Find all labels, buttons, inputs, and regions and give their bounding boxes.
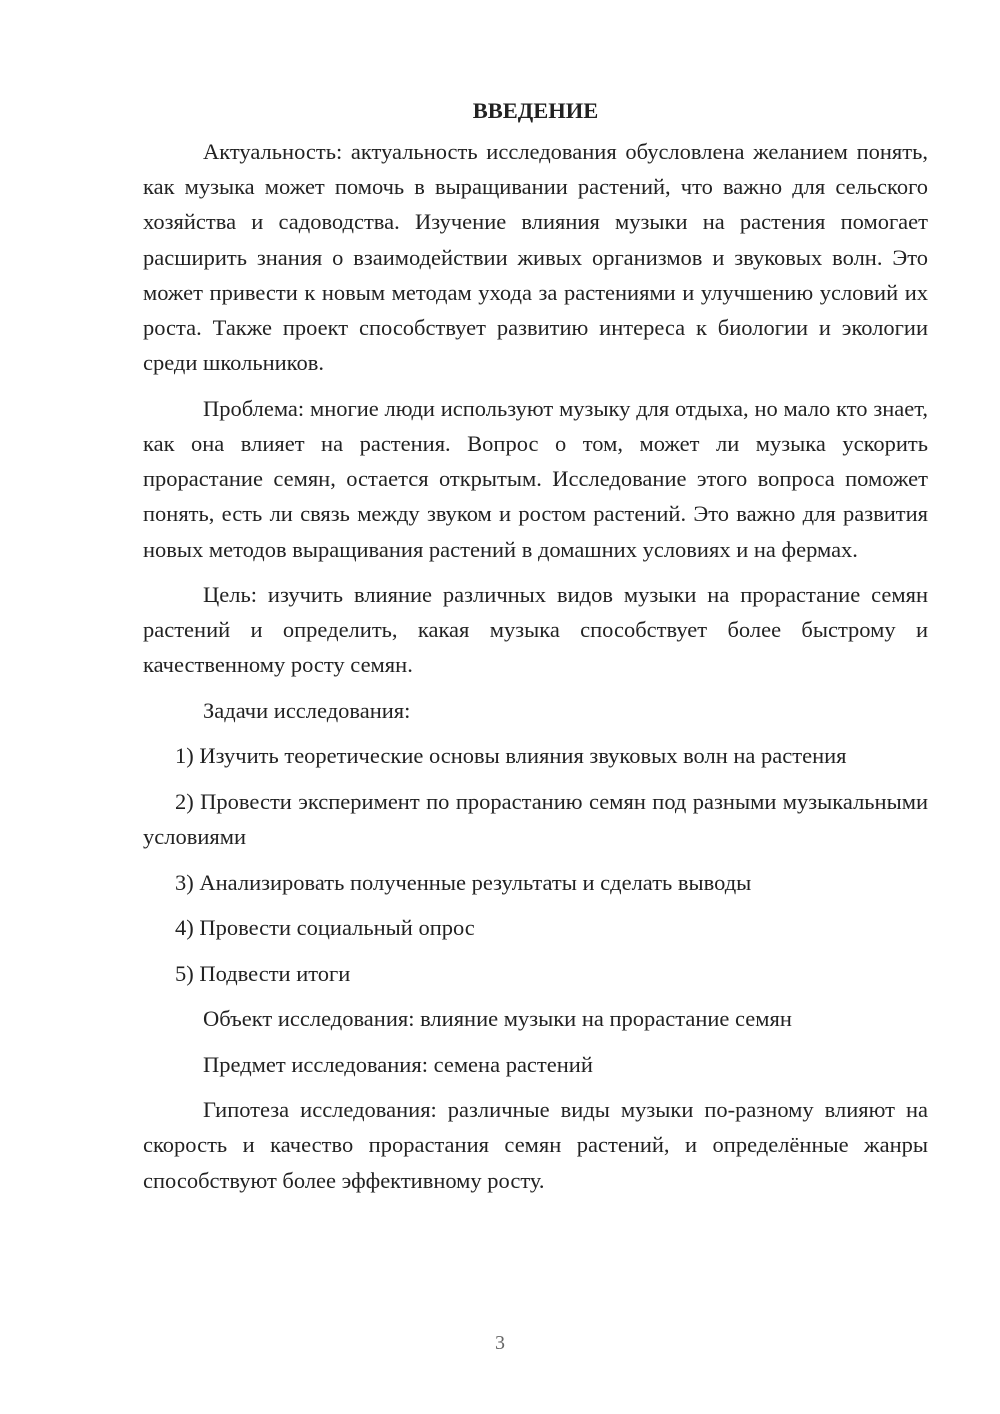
- object-paragraph: Объект исследования: влияние музыки на прорастание семян: [203, 1006, 792, 1032]
- subject-paragraph: Предмет исследования: семена растений: [203, 1051, 593, 1077]
- page-title: ВВЕДЕНИЕ: [472, 98, 599, 123]
- tasks-title: Задачи исследования:: [203, 697, 411, 723]
- task-item-1: 1) Изучить теоретические основы влияния звуковых волн на растения: [175, 743, 847, 769]
- hypothesis-paragraph: Гипотеза исследования: различные виды музыки по-разному влияют на скорость и качество прорастания семян растений, и определённые жанры способствуют более эффективному росту.: [143, 1097, 928, 1193]
- task-item-3: 3) Анализировать полученные результаты и сделать выводы: [175, 869, 752, 895]
- task-item-2: 2) Провести эксперимент по прорастанию семян под разными музыкальными условиями: [143, 788, 928, 850]
- relevance-paragraph: Актуальность: актуальность исследования обусловлена желанием понять, как музыка может помочь в выращивании растений, что важно для сельского хозяйства и садоводства. Изучение влияния музыки на растения помогает расширить знания о взаимодействии живых организмов и звуковых волн. Это может привести к новым методам ухода за растениями и улучшению условий их роста. Также проект способствует развитию интереса к биологии и экологии среди школьников.: [143, 139, 928, 376]
- page-content: [143, 92, 928, 1198]
- task-item-5: 5) Подвести итоги: [175, 960, 351, 986]
- goal-paragraph: Цель: изучить влияние различных видов музыки на прорастание семян растений и определить, какая музыка способствует более быстрому и качественному росту семян.: [143, 582, 928, 678]
- page-number: 3: [495, 1332, 505, 1354]
- problem-paragraph: Проблема: многие люди используют музыку для отдыха, но мало кто знает, как она влияет на растения. Вопрос о том, может ли музыка ускорить прорастание семян, остается открытым. Исследование этого вопроса поможет понять, есть ли связь между звуком и ростом растений. Это важно для развития новых методов выращивания растений в домашних условиях и на фермах.: [143, 395, 928, 562]
- task-item-4: 4) Провести социальный опрос: [175, 915, 475, 941]
